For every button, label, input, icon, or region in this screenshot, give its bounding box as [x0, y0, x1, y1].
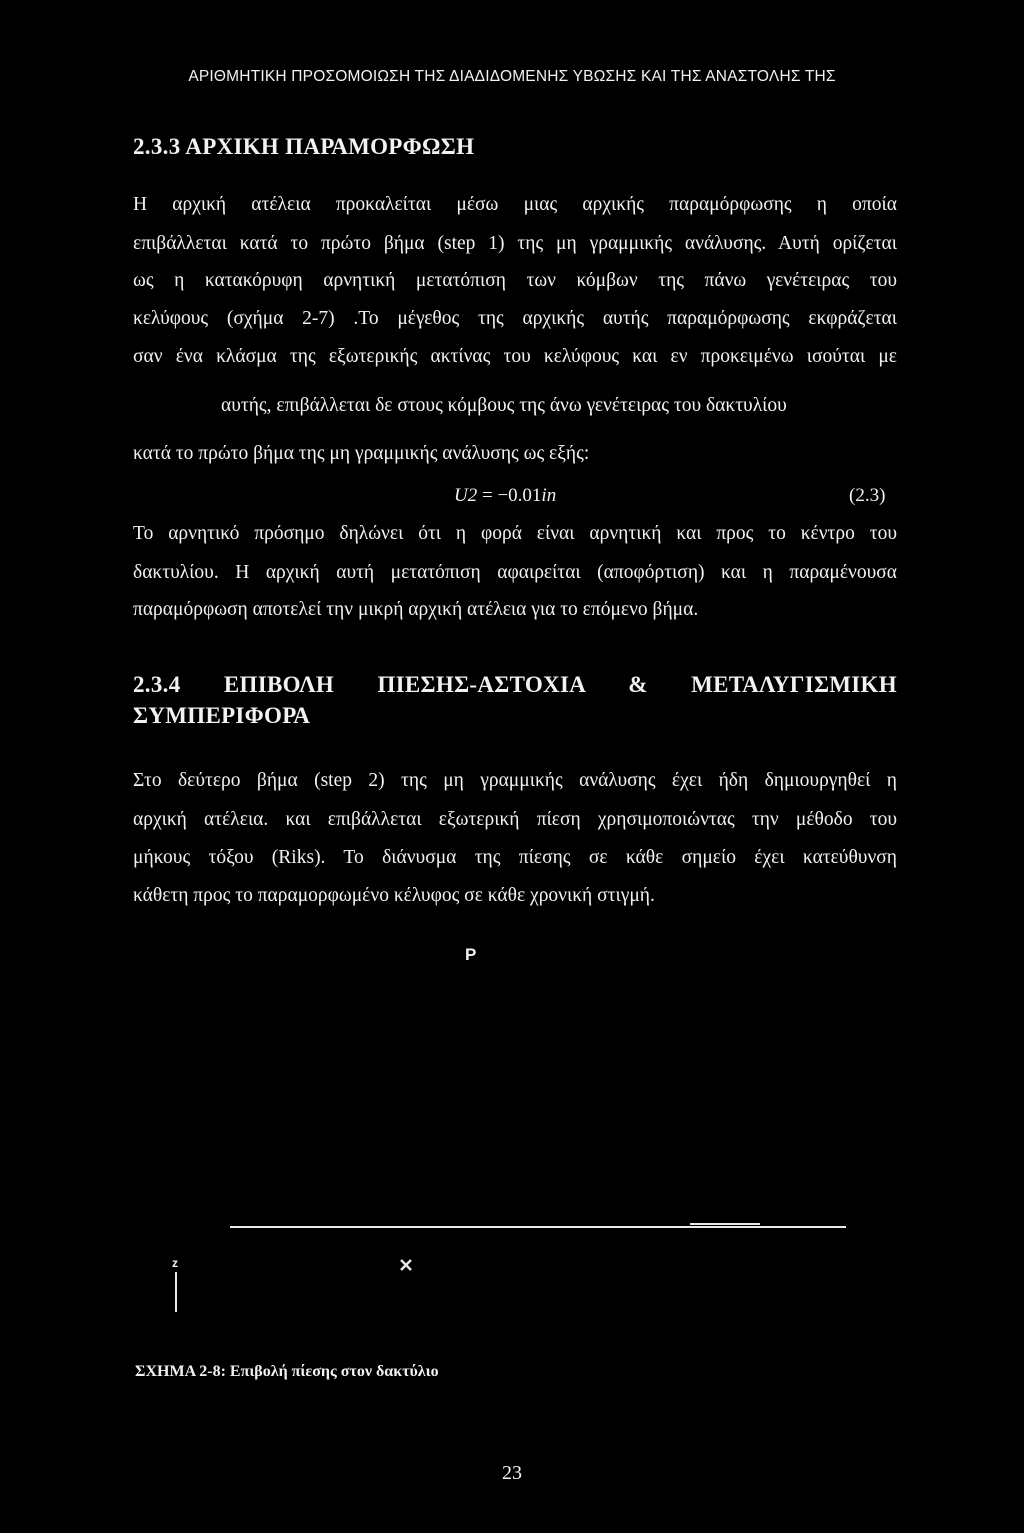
heading-part: 2.3.4 — [133, 672, 181, 697]
paragraph-line: Το αρνητικό πρόσημο δηλώνει ότι η φορά είναι αρνητική και προς το κέντρο του — [133, 523, 897, 544]
paragraph-line: Η αρχική ατέλεια προκαλείται μέσω μιας αρχικής παραμόρφωσης η οποία — [133, 194, 897, 215]
paragraph-line: Στο δεύτερο βήμα (step 2) της μη γραμμικής ανάλυσης έχει ήδη δημιουργηθεί η — [133, 770, 897, 791]
running-header: ΑΡΙΘΜΗΤΙΚΗ ΠΡΟΣΟΜΟΙΩΣΗ ΤΗΣ ΔΙΑΔΙΔΟΜΕΝΗΣ ΥΒΩΣΗΣ ΚΑΙ ΤΗΣ ΑΝΑΣΤΟΛΗΣ ΤΗΣ — [188, 68, 836, 85]
equation-rhs: = −0.01 — [477, 485, 542, 506]
paragraph-line: αυτής, επιβάλλεται δε στους κόμβους της άνω γενέτειρας του δακτυλίου — [221, 395, 787, 416]
equation-number: (2.3) — [849, 485, 886, 506]
section-heading-2-3-4-cont: ΣΥΜΠΕΡΙΦΟΡΑ — [133, 703, 311, 728]
equation-unit: in — [541, 485, 557, 506]
paragraph-line: σαν ένα κλάσμα της εξωτερικής ακτίνας του κελύφους και εν προκειμένω ισούται με — [133, 346, 897, 367]
section-heading-2-3-3: 2.3.3 ΑΡΧΙΚΗ ΠΑΡΑΜΟΡΦΩΣΗ — [133, 134, 475, 159]
paragraph-line: κατά το πρώτο βήμα της μη γραμμικής ανάλυσης ως εξής: — [133, 443, 590, 464]
paragraph-line: αρχική ατέλεια. και επιβάλλεται εξωτερική πίεση χρησιμοποιώντας την μέθοδο του — [133, 809, 897, 830]
heading-part: ΠΙΕΣΗΣ-ΑΣΤΟΧΙΑ — [377, 672, 585, 697]
heading-part: ΕΠΙΒΟΛΗ — [223, 672, 335, 697]
paragraph-line: κελύφους (σχήμα 2-7) .Το μέγεθος της αρχικής αυτής παραμόρφωσης εκφράζεται — [133, 308, 897, 329]
pressure-label: P — [465, 945, 477, 964]
paragraph-line: κάθετη προς το παραμορφωμένο κέλυφος σε κάθε χρονική στιγμή. — [133, 885, 655, 906]
page-number: 23 — [502, 1462, 522, 1484]
figure-caption: ΣΧΗΜΑ 2-8: Επιβολή πίεσης στον δακτύλιο — [135, 1363, 439, 1380]
paragraph-line: επιβάλλεται κατά το πρώτο βήμα (step 1) της μη γραμμικής ανάλυσης. Αυτή ορίζεται — [133, 233, 897, 254]
paragraph-line: ως η κατακόρυφη αρνητική μετατόπιση των κόμβων της πάνω γενέτειρας του — [133, 270, 897, 291]
paragraph-line: μήκους τόξου (Riks). Το διάνυσμα της πίεσης σε κάθε σημείο έχει κατεύθυνση — [133, 847, 897, 868]
heading-part: ΜΕΤΑΛΥΓΙΣΜΙΚΗ — [691, 672, 897, 697]
paragraph-line: δακτυλίου. Η αρχική αυτή μετατόπιση αφαιρείται (αποφόρτιση) και η παραμένουσα — [133, 562, 897, 583]
heading-part: & — [628, 672, 648, 697]
z-axis-label: z — [172, 1256, 178, 1270]
equation-lhs: U2 — [454, 485, 478, 506]
x-axis-label — [412, 1258, 413, 1259]
paragraph-line: παραμόρφωση αποτελεί την μικρή αρχική ατέλεια για το επόμενο βήμα. — [133, 599, 699, 620]
